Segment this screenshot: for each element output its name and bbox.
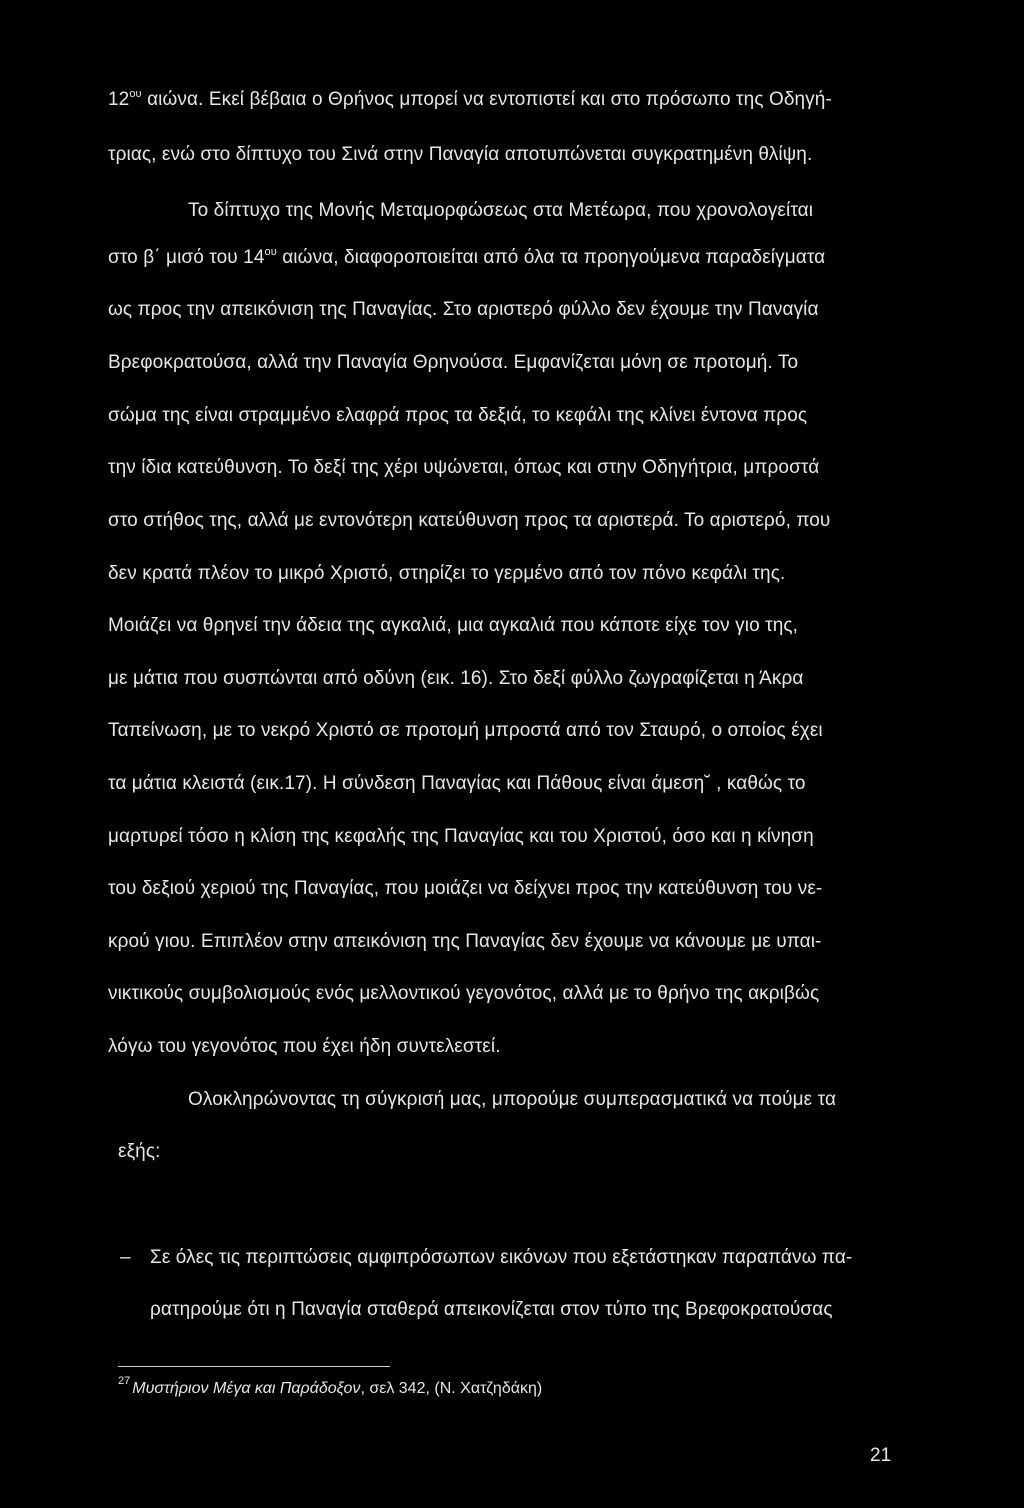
text-line-3: Το δίπτυχο της Μονής Μεταμορφώσεως στα Μετέωρα, που χρονολογείται (188, 200, 814, 221)
text-line-17: κρού γιου. Επιπλέον στην απεικόνιση της Παναγίας δεν έχουμε να κάνουμε με υπαι- (108, 931, 822, 952)
footnote (118, 1375, 543, 1400)
bullet-dash: – (120, 1247, 131, 1268)
footnote-separator (118, 1366, 390, 1367)
text-line-8: την ίδια κατεύθυνση. Το δεξί της χέρι υψώνεται, όπως και στην Οδηγήτρια, μπροστά (108, 457, 820, 478)
text-line-9: στο στήθος της, αλλά με εντονότερη κατεύθυνση προς τα αριστερά. Το αριστερό, που (108, 510, 831, 531)
text-line-19: λόγω του γεγονότος που έχει ήδη συντελεστεί. (108, 1036, 501, 1057)
text-line-20: Ολοκληρώνοντας τη σύγκρισή μας, μπορούμε συμπερασματικά να πούμε τα (188, 1089, 837, 1110)
text-line-2: τριας, ενώ στο δίπτυχο του Σινά στην Παναγία αποτυπώνεται συγκρατημένη θλίψη. (108, 144, 813, 165)
text-line-12: με μάτια που συσπώνται από οδύνη (εικ. 16). Στο δεξί φύλλο ζωγραφίζεται η Άκρα (108, 668, 804, 689)
text-line-10: δεν κρατά πλέον το μικρό Χριστό, στηρίζει το γερμένο από τον πόνο κεφάλι της. (108, 563, 786, 584)
text-line-14: τα μάτια κλειστά (εικ.17). Η σύνδεση Παναγίας και Πάθους είναι άμεση˘ , καθώς το (108, 773, 806, 794)
text-line-23: ρατηρούμε ότι η Παναγία σταθερά απεικονίζεται στον τύπο της Βρεφοκρατούσας (150, 1299, 833, 1320)
text-line-16: του δεξιού χεριού της Παναγίας, που μοιάζει να δείχνει προς την κατεύθυνση του νε- (108, 878, 823, 899)
page-number: 21 (870, 1445, 892, 1466)
text-line-18: νικτικούς συμβολισμούς ενός μελλοντικού γεγονότος, αλλά με το θρήνο της ακριβώς (108, 983, 820, 1004)
footnote-rest: , σελ 342, (Ν. Χατζηδάκη) (360, 1380, 543, 1397)
text-line-5: ως προς την απεικόνιση της Παναγίας. Στο αριστερό φύλλο δεν έχουμε την Παναγία (108, 299, 819, 320)
footnote-title: Μυστήριον Μέγα και Παράδοξον (132, 1380, 361, 1397)
text-line-15: μαρτυρεί τόσο η κλίση της κεφαλής της Παναγίας και του Χριστού, όσο και η κίνηση (108, 826, 814, 847)
footnote-number: 27 (118, 1375, 131, 1387)
text-line-4: στο β΄ μισό του $14^{o\upsilon}$ αιώνα, διαφοροποιείται από όλα τα προηγούμενα παραδείγματα (108, 246, 826, 268)
text-line-1: $12^{o\upsilon}$ αιώνα. Εκεί βέβαια ο Θρήνος μπορεί να εντοπιστεί και στο πρόσωπο της Οδηγή- (108, 88, 832, 110)
text-line-7: σώμα της είναι στραμμένο ελαφρά προς τα δεξιά, το κεφάλι της κλίνει έντονα προς (108, 405, 808, 426)
text-line-22: Σε όλες τις περιπτώσεις αμφιπρόσωπων εικόνων που εξετάστηκαν παραπάνω πα- (150, 1247, 853, 1268)
text-line-11: Μοιάζει να θρηνεί την άδεια της αγκαλιά, μια αγκαλιά που κάποτε είχε τον γιο της, (108, 615, 799, 636)
text-line-13: Ταπείνωση, με το νεκρό Χριστό σε προτομή μπροστά από τον Σταυρό, ο οποίος έχει (108, 720, 823, 741)
text-line-21: εξής: (118, 1141, 161, 1162)
text-line-6: Βρεφοκρατούσα, αλλά την Παναγία Θρηνούσα. Εμφανίζεται μόνη σε προτομή. Το (108, 352, 799, 373)
